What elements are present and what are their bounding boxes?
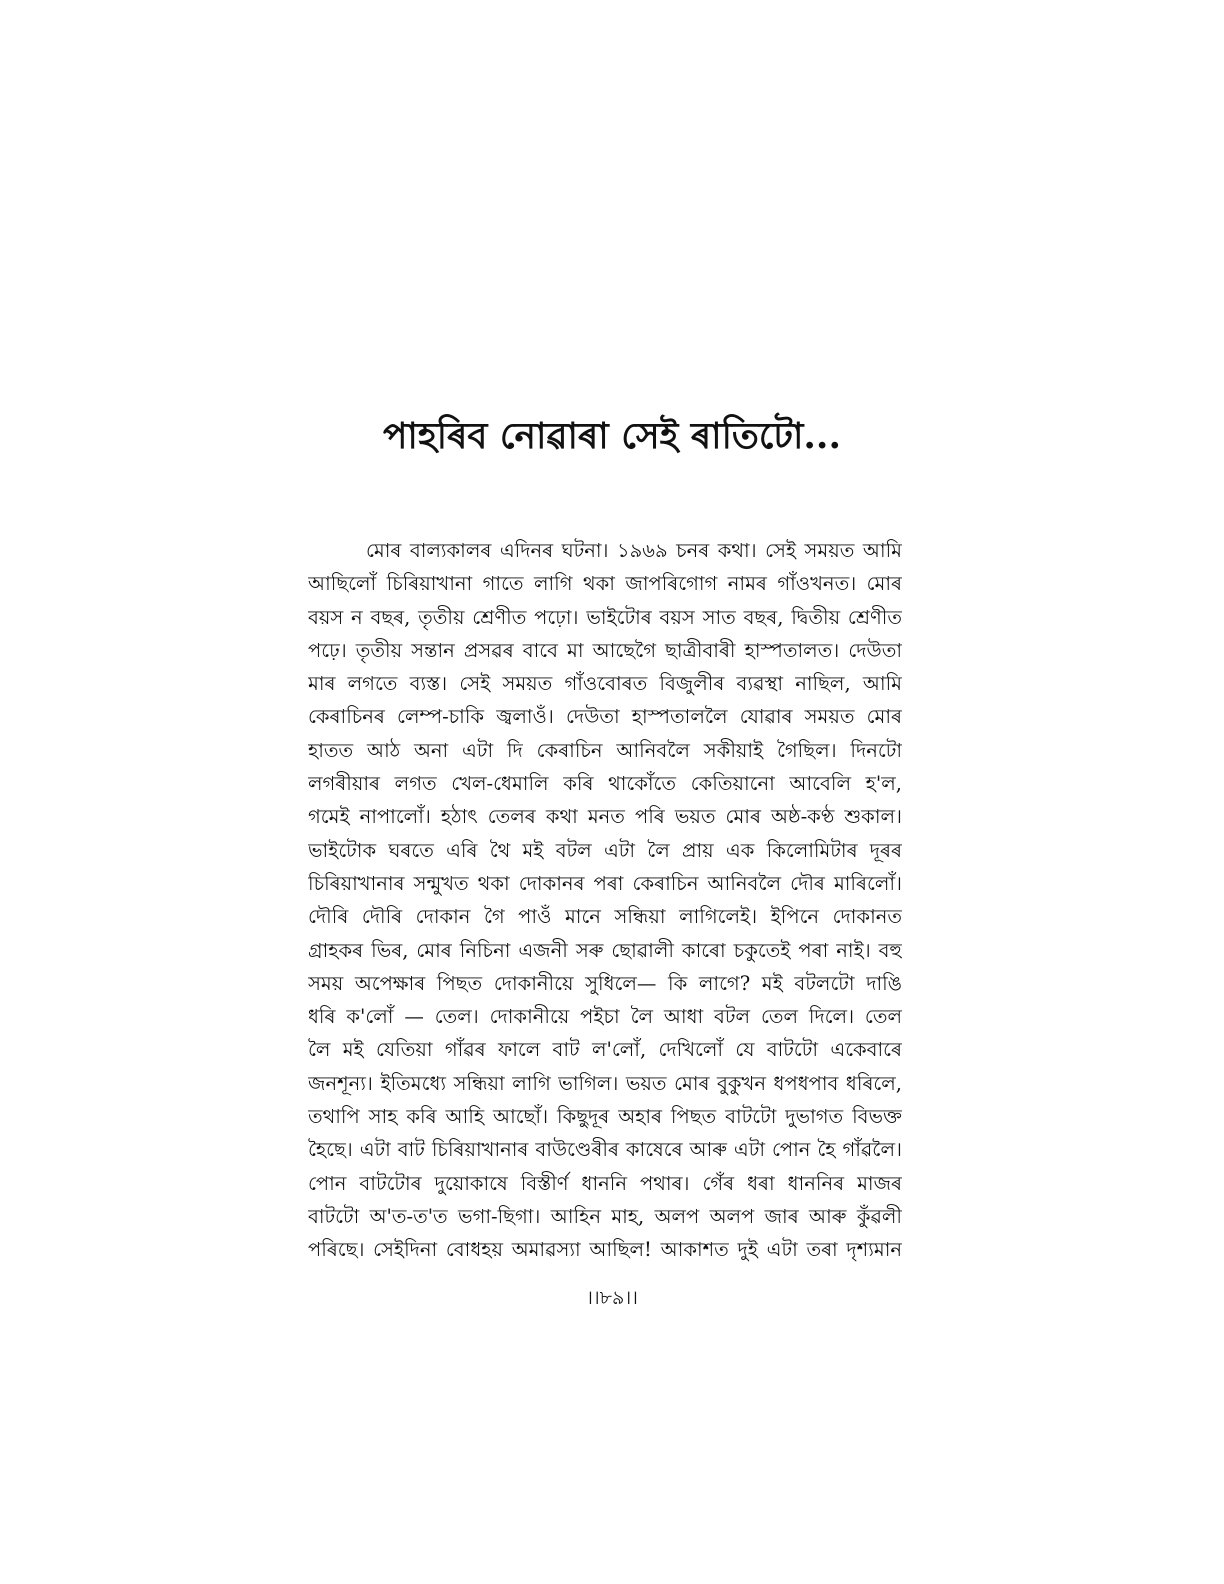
text-line: হাতত আঠ অনা এটা দি কেৰাচিন আনিবলৈ সকীয়াই গৈছিল। দিনটো [308,738,902,762]
text-line: ভাইটোক ঘৰতে এৰি থৈ মই বটল এটা লৈ প্ৰায় এক কিলোমিটাৰ দূৰৰ [308,838,902,862]
text-line: মোৰ বাল্যকালৰ এদিনৰ ঘটনা। ১৯৬৯ চনৰ কথা। সেই সময়ত আমি [366,539,902,562]
text-line: পঢ়ে। তৃতীয় সন্তান প্ৰসৱৰ বাবে মা আছেগৈ ছাত্ৰীবাৰী হাস্পতালত। দেউতা [308,638,902,662]
text-line: লৈ মই যেতিয়া গাঁৱৰ ফালে বাট ল'লোঁ, দেখিলোঁ যে বাটটো একেবাৰে [308,1038,902,1062]
text-line: তথাপি সাহ কৰি আহি আছোঁ। কিছুদূৰ অহাৰ পিছত বাটটো দুভাগত বিভক্ত [308,1105,902,1129]
text-line: গমেই নাপালোঁ। হঠাৎ তেলৰ কথা মনত পৰি ভয়ত মোৰ অষ্ঠ-কণ্ঠ শুকাল। [308,805,902,829]
text-line: পৰিছে। সেইদিনা বোধহয় অমাৱস্যা আছিল! আকাশত দুই এটা তৰা দৃশ্যমান [308,1238,902,1262]
text-line: বয়স ন বছৰ, তৃতীয় শ্ৰেণীত পঢ়ো। ভাইটোৰ বয়স সাত বছৰ, দ্বিতীয় শ্ৰেণীত [308,605,902,629]
text-line: গ্ৰাহকৰ ভিৰ, মোৰ নিচিনা এজনী সৰু ছোৱালী কাৰো চকুতেই পৰা নাই। বহু [308,938,902,962]
text-line: বাটটো অ'ত-ত'ত ভগা-ছিগা। আহিন মাহ, অলপ অলপ জাৰ আৰু কুঁৱলী [308,1204,902,1228]
text-line: পোন বাটটোৰ দুয়োকাষে বিস্তীৰ্ণ ধাননি পথাৰ। গেঁৰ ধৰা ধাননিৰ মাজৰ [308,1171,902,1195]
page-number: ।।৮৯।। [586,1287,638,1309]
text-line: আছিলোঁ চিৰিয়াখানা গাতে লাগি থকা জাপৰিগোগ নামৰ গাঁওখনত। মোৰ [308,572,902,596]
text-line: লগৰীয়াৰ লগত খেল-ধেমালি কৰি থাকোঁতে কেতিয়ানো আবেলি হ'ল, [308,772,902,796]
text-line: হৈছে। এটা বাট চিৰিয়াখানাৰ বাউণ্ডেৰীৰ কাষেৰে আৰু এটা পোন হৈ গাঁৱলৈ। [308,1138,902,1162]
text-line: কেৰাচিনৰ লেম্প-চাকি জ্বলাওঁ। দেউতা হাস্পতাললৈ যোৱাৰ সময়ত মোৰ [308,705,902,729]
page-title: পাহৰিব নোৱাৰা সেই ৰাতিটো... [383,415,841,457]
text-line: দৌৰি দৌৰি দোকান গৈ পাওঁ মানে সন্ধিয়া লাগিলেই। ইপিনে দোকানত [308,905,902,929]
body-text [308,534,902,1267]
text-line: সময় অপেক্ষাৰ পিছত দোকানীয়ে সুধিলে— কি লাগে? মই বটলটো দাঙি [308,971,902,995]
text-line: চিৰিয়াখানাৰ সন্মুখত থকা দোকানৰ পৰা কেৰাচিন আনিবলৈ দৌৰ মাৰিলোঁ। [308,871,902,895]
text-line: ধৰি ক'লোঁ — তেল। দোকানীয়ে পইচা লৈ আধা বটল তেল দিলে। তেল [308,1005,902,1029]
text-line: জনশূন্য। ইতিমধ্যে সন্ধিয়া লাগি ভাগিল। ভয়ত মোৰ বুকুখন ধপধপাব ধৰিলে, [308,1071,902,1095]
text-line: মাৰ লগতে ব্যস্ত। সেই সময়ত গাঁওবোৰত বিজুলীৰ ব্যৱস্থা নাছিল, আমি [308,672,902,696]
